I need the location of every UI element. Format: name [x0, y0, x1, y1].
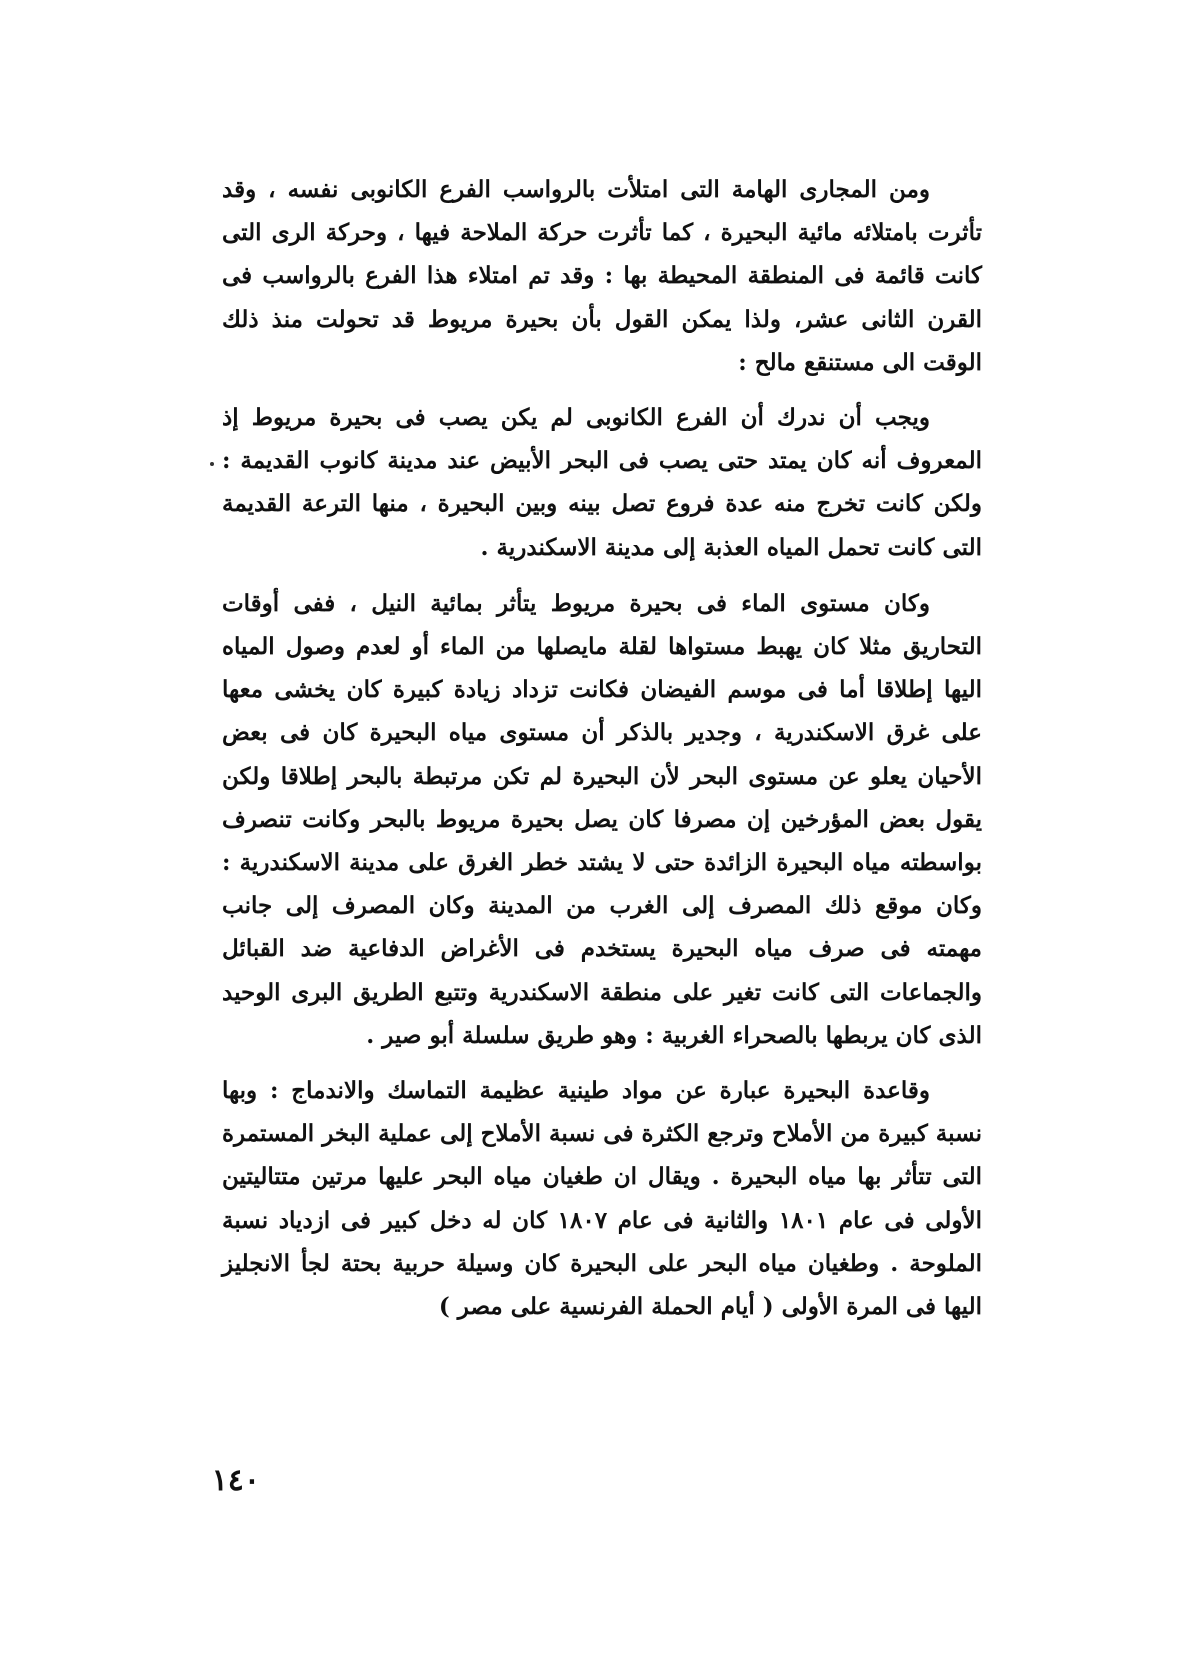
page-number: ١٤٠ [211, 1463, 260, 1498]
body-text [222, 168, 982, 1331]
paragraph-lake-bed: وقاعدة البحيرة عبارة عن مواد طينية عظيمة التماسك والاندماج : وبها نسبة كبيرة من الأملاح وترجع الكثرة فى نسبة الأملاح إلى عملية البخر المستمرة التى تتأثر بها مياه البحيرة . ويقال ان طغيان مياه البحر عليها مرتين متتاليتين الأولى فى عام ١٨٠١ والثانية فى عام ١٨٠٧ كان له دخل كبير فى ازدياد نسبة الملوحة . وطغيان مياه البحر على البحيرة كان وسيلة حربية بحتة لجأ الانجليز اليها فى المرة الأولى ( أيام الحملة الفرنسية على مصر ) [222, 1077, 983, 1321]
paragraph-canopic-branch: ومن المجارى الهامة التى امتلأت بالرواسب الفرع الكانوبى نفسه ، وقد تأثرت بامتلائه مائية البحيرة ، كما تأثرت حركة الملاحة فيها ، وحركة الرى التى كانت قائمة فى المنطقة المحيطة بها : وقد تم امتلاء هذا الفرع بالرواسب فى القرن الثانى عشر، ولذا يمكن القول بأن بحيرة مريوط قد تحولت منذ ذلك الوقت الى مستنقع مالح : [222, 176, 982, 376]
paragraph-canopic-outlet: ويجب أن ندرك أن الفرع الكانوبى لم يكن يصب فى بحيرة مريوط إذ المعروف أنه كان يمتد حتى يصب فى البحر الأبيض عند مدينة كانوب القديمة : ولكن كانت تخرج منه عدة فروع تصل بينه وبين البحيرة ، منها الترعة القديمة التى كانت تحمل المياه العذبة إلى مدينة الاسكندرية . [222, 404, 982, 561]
paragraph-water-level: وكان مستوى الماء فى بحيرة مريوط يتأثر بمائية النيل ، ففى أوقات التحاريق مثلا كان يهبط مستواها لقلة مايصلها من الماء أو لعدم وصول المياه اليها إطلاقا أما فى موسم الفيضان فكانت تزداد زيادة كبيرة كان يخشى معها على غرق الاسكندرية ، وجدير بالذكر أن مستوى مياه البحيرة كان فى بعض الأحيان يعلو عن مستوى البحر لأن البحيرة لم تكن مرتبطة بالبحر إطلاقا ولكن يقول بعض المؤرخين إن مصرفا كان يصل بحيرة مريوط بالبحر وكانت تنصرف بواسطته مياه البحيرة الزائدة حتى لا يشتد خطر الغرق على مدينة الاسكندرية : وكان موقع ذلك المصرف إلى الغرب من المدينة وكان المصرف إلى جانب مهمته فى صرف مياه البحيرة يستخدم فى الأغراض الدفاعية ضد القبائل والجماعات التى كانت تغير على منطقة الاسكندرية وتتبع الطريق البرى الوحيد الذى كان يربطها بالصحراء الغربية : وهو طريق سلسلة أبو صير . [222, 589, 982, 1049]
margin-dot [210, 462, 214, 466]
